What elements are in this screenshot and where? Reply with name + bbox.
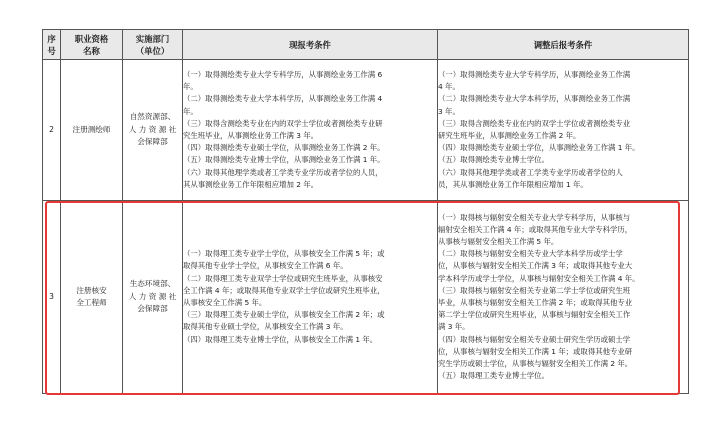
header-seq: 序 号	[43, 30, 61, 60]
header-current: 现报考条件	[183, 30, 438, 60]
row-current-conditions: （一）取得测绘类专业大学专科学历，从事测绘业务工作满 6 年。 （二）取得测绘类专业大学本科学历，从事测绘业务工作满 4 年。 （三）取得含测绘类专业在内的双学士学位或者测绘类专业研 究生班毕业，从事测绘业务工作满 3 年。 （四）取得测绘类专业硕士学位，从事测绘业务工作满 2 年。 （五）取得测绘类专业博士学位，从事测绘业务工作满 1 年。 （六）取得其他理学类或者工学类专业学历或者学位的人员， 其从事测绘业务工作年限相应增加 2 年。	[183, 60, 438, 201]
table-row	[43, 60, 689, 201]
row-department: 生态环境部、 人 力 资 源 社 会保障部	[123, 201, 183, 394]
row-adjusted-conditions: （一）取得测绘类专业大学专科学历，从事测绘业务工作满 4 年。 （二）取得测绘类专业大学本科学历，从事测绘业务工作满 3 年。 （三）取得含测绘类专业在内的双学士学位或者测绘类专业 研究生班毕业，从事测绘业务工作满 2 年。 （四）取得测绘类专业硕士学位，从事测绘业务工作满 1 年。 （五）取得测绘类专业博士学位。 （六）取得其他理学类或者工学类专业学历或者学位的人 员，其从事测绘业务工作年限相应增加 1 年。	[438, 60, 689, 201]
row-qualification-name: 注册核安 全工程师	[61, 201, 123, 394]
row-current-conditions: （一）取得理工类专业学士学位，从事核安全工作满 5 年；或 取得其他专业学士学位，从事核安全工作满 6 年。 （二）取得理工类专业双学士学位或研究生班毕业，从事核安 全工作满 4 年；或取得其他专业双学士学位或研究生班毕业， 从事核安全工作满 5 年。 （三）取得理工类专业硕士学位，从事核安全工作满 2 年；或 取得其他专业硕士学位，从事核安全工作满 3 年。 （四）取得理工类专业博士学位，从事核安全工作满 1 年。	[183, 201, 438, 394]
table-row	[43, 201, 689, 394]
row-department: 自然资源部、 人 力 资 源 社 会保障部	[123, 60, 183, 201]
row-seq: 2	[43, 60, 61, 201]
row-seq: 3	[43, 201, 61, 394]
row-adjusted-conditions: （一）取得核与辐射安全相关专业大学专科学历，从事核与 辐射安全相关工作满 4 年；或取得其他专业大学专科学历， 从事核与辐射安全相关工作满 5 年。 （二）取得核与辐射安全相关专业大学本科学历或学士学 位，从事核与辐射安全相关工作满 3 年；或取得其他专业大 学本科学历或学士学位，从事核与辐射安全相关工作满 4 年。 （三）取得核与辐射安全相关专业第二学士学位或研究生班 毕业，从事核与辐射安全相关工作满 2 年；或取得其他专业 第二学士学位或研究生班毕业，从事核与辐射安全相关工作 满 3 年。 （四）取得核与辐射安全相关专业硕士研究生学历或硕士学 位，从事核与辐射安全相关工作满 1 年；或取得其他专业研 究生学历或硕士学位，从事核与辐射安全相关工作满 2 年。 （五）取得理工类专业博士学位。	[438, 201, 689, 394]
header-row	[43, 30, 689, 60]
header-adjusted: 调整后报考条件	[438, 30, 689, 60]
header-name: 职业资格 名称	[61, 30, 123, 60]
qualification-table	[42, 29, 689, 394]
row-qualification-name: 注册测绘师	[61, 60, 123, 201]
header-dept: 实施部门 （单位）	[123, 30, 183, 60]
